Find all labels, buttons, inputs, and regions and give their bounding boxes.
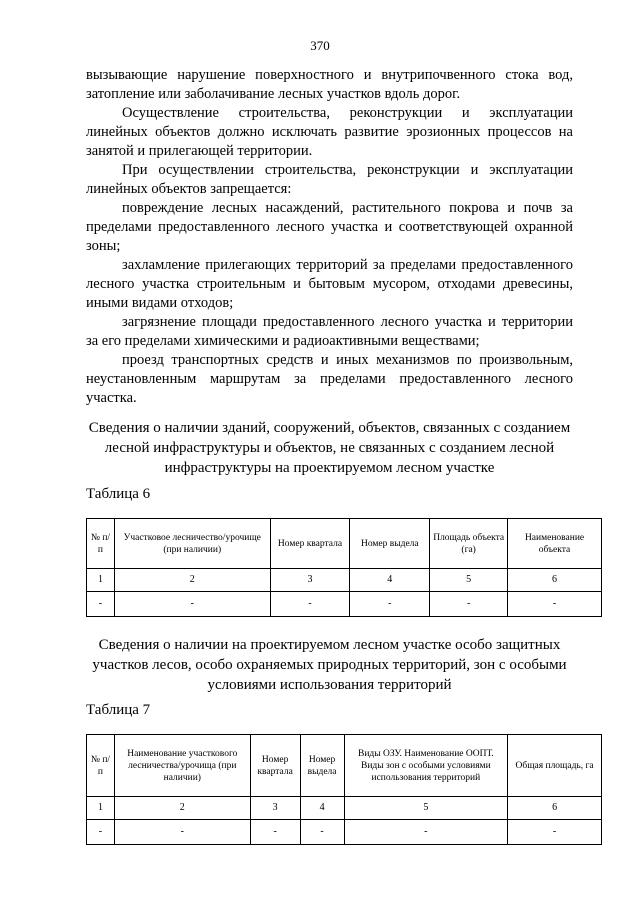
header-cell: Виды ОЗУ. Наименование ООПТ. Виды зон с особыми условиями использования территорий [344,735,508,797]
table-row [87,592,602,617]
table-cell: 3 [250,797,300,820]
table-cell: 5 [430,569,508,592]
section-heading-1: Сведения о наличии зданий, сооружений, объектов, связанных с созданием лесной инфраструктуры и объектов, не связанных с созданием лесной инфраструктуры на проектируемом лесном участке [88,420,571,476]
list-item: загрязнение площади предоставленного лесного участка и территории за его пределами химическими и радиоактивными веществами; [86,314,573,349]
table-cell: 6 [508,569,602,592]
table-cell: - [87,592,115,617]
header-cell: Номер квартала [270,519,350,569]
paragraph: При осуществлении строительства, реконструкции и эксплуатации линейных объектов запрещается: [86,162,573,197]
header-cell: Наименование участкового лесничества/урочища (при наличии) [114,735,250,797]
section-heading-2: Сведения о наличии на проектируемом лесном участке особо защитных участков лесов, особо охраняемых природных территорий, зон с особыми условиями использования территорий [92,637,567,693]
header-cell: Наименование объекта [508,519,602,569]
table-cell: - [508,820,602,845]
table-cell: - [350,592,430,617]
table-cell: 5 [344,797,508,820]
paragraph: Осуществление строительства, реконструкции и эксплуатации линейных объектов должно исключать развитие эрозионных процессов на занятой и прилегающей территории. [86,105,573,159]
page-number: 370 [310,38,330,53]
table-cell: - [250,820,300,845]
table-cell: - [87,820,115,845]
header-cell: Общая площадь, га [508,735,602,797]
table-cell: 4 [350,569,430,592]
table-cell: 3 [270,569,350,592]
body-text [86,66,573,408]
table-row [87,797,602,820]
header-cell: Номер выдела [300,735,344,797]
table-row [87,820,602,845]
table-6 [86,518,602,617]
header-cell: Номер квартала [250,735,300,797]
table-cell: 2 [114,569,270,592]
table-row [87,569,602,592]
paragraph: вызывающие нарушение поверхностного и внутрипочвенного стока вод, затопление или заболачивание лесных участков вдоль дорог. [86,67,573,102]
table-cell: - [114,592,270,617]
table-cell: - [300,820,344,845]
table-header-row [87,735,602,797]
table-cell: 4 [300,797,344,820]
header-cell: Участковое лесничество/урочище (при наличии) [114,519,270,569]
table-cell: - [270,592,350,617]
header-cell: № п/п [87,735,115,797]
table-cell: 6 [508,797,602,820]
header-cell: Площадь объекта (га) [430,519,508,569]
table-cell: 1 [87,797,115,820]
table-cell: - [508,592,602,617]
table-caption-6: Таблица 6 [86,486,151,502]
table-cell: - [430,592,508,617]
table-7 [86,734,602,845]
list-item: захламление прилегающих территорий за пределами предоставленного лесного участка строительным и бытовым мусором, отходами древесины, иными видами отходов; [86,257,573,311]
table-cell: 1 [87,569,115,592]
list-item: проезд транспортных средств и иных механизмов по произвольным, неустановленным маршрутам за пределами предоставленного лесного участка. [86,352,573,406]
table-cell: - [344,820,508,845]
table-cell: - [114,820,250,845]
header-cell: № п/п [87,519,115,569]
table-cell: 2 [114,797,250,820]
list-item: повреждение лесных насаждений, растительного покрова и почв за пределами предоставленного лесного участка и соответствующей охранной зоны; [86,200,573,254]
table-header-row [87,519,602,569]
table-caption-7: Таблица 7 [86,702,151,718]
header-cell: Номер выдела [350,519,430,569]
